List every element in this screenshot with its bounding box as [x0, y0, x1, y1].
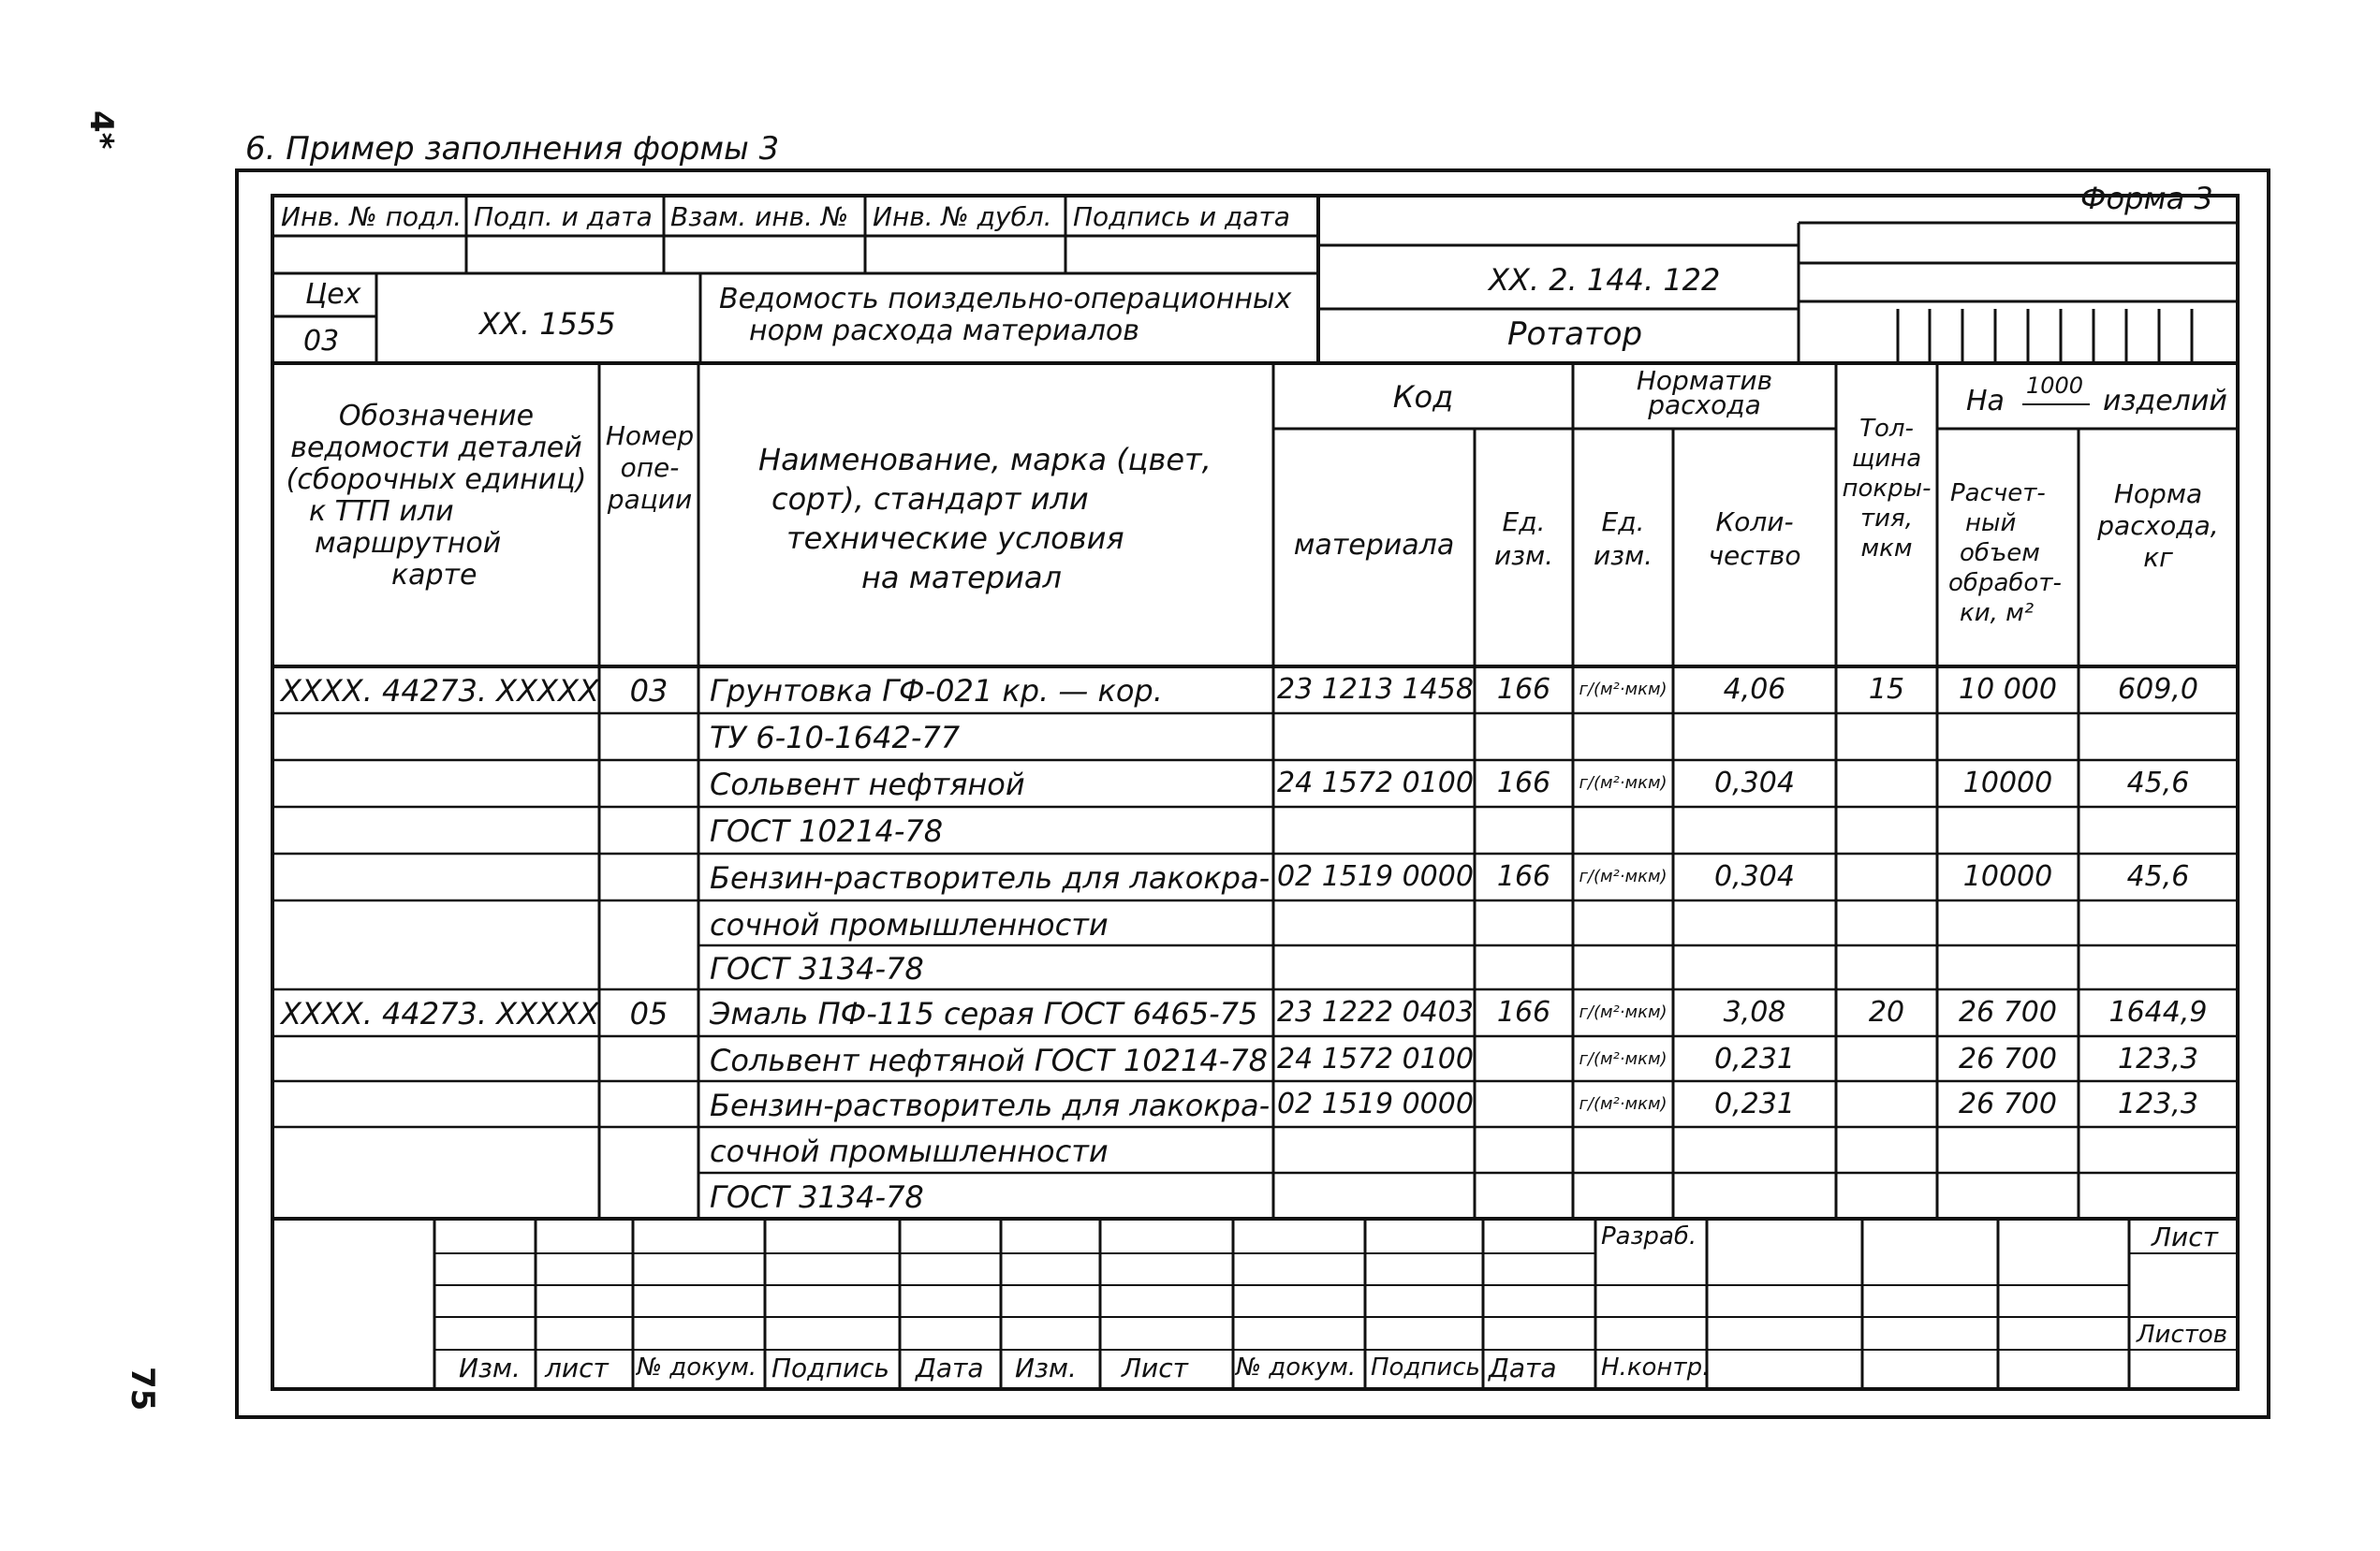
footer-podpis-1: Подпись — [771, 1353, 889, 1383]
row-material-name: сочной промышленности — [710, 907, 1109, 943]
row-thickness: 20 — [1868, 996, 1905, 1029]
header-podpis-data: Подпись и дата — [1073, 201, 1290, 232]
row-material-name: ГОСТ 10214-78 — [710, 813, 944, 849]
col-norm-group: Норматив расхода — [1636, 365, 1773, 420]
footer-izm-1: Изм. — [459, 1353, 521, 1383]
footer-ndok-2: № докум. — [1236, 1353, 1357, 1382]
tsekh-value: 03 — [303, 325, 340, 358]
page-number: 75 — [124, 1367, 161, 1412]
col-norm-kg: Норма расхода, кг — [2097, 478, 2219, 573]
per-count: 1000 — [2026, 373, 2084, 399]
footer-nkontr: Н.контр. — [1601, 1353, 1711, 1382]
row-material-code: 24 1572 0100 — [1277, 1043, 1474, 1075]
row-operation: 03 — [629, 673, 668, 709]
row-norm-qty: 0,304 — [1714, 860, 1795, 893]
doc-number: XX. 2. 144. 122 — [1489, 262, 1721, 298]
footer-data-2: Дата — [1489, 1353, 1557, 1383]
code-value: XX. 1555 — [479, 306, 616, 342]
col-designation-header: Обозначение ведомости деталей (сборочных единиц) к ТТП или маршрутной карте — [286, 400, 587, 592]
row-material-name: ТУ 6-10-1642-77 — [710, 720, 961, 755]
row-norm-kg: 1644,9 — [2108, 996, 2208, 1029]
row-material-code: 23 1222 0403 — [1277, 996, 1474, 1029]
row-norm-unit: г/(м²·мкм) — [1579, 1049, 1667, 1069]
row-designation: XXXX. 44273. XXXXX — [281, 673, 599, 709]
footer-list-label: Лист — [2152, 1222, 2218, 1252]
row-material-name: Сольвент нефтяной ГОСТ 10214-78 — [710, 1043, 1268, 1078]
row-norm-kg: 123,3 — [2118, 1088, 2198, 1120]
col-code-group: Код — [1392, 379, 1454, 415]
form-label: Форма 3 — [2080, 181, 2213, 216]
row-norm-kg: 609,0 — [2118, 673, 2198, 706]
per-suffix: изделий — [2103, 385, 2227, 417]
row-designation: XXXX. 44273. XXXXX — [281, 996, 599, 1032]
row-material-name: Эмаль ПФ-115 серая ГОСТ 6465-75 — [710, 996, 1258, 1032]
row-norm-qty: 4,06 — [1723, 673, 1786, 706]
row-calc-volume: 10000 — [1962, 860, 2053, 893]
row-calc-volume: 26 700 — [1959, 1043, 2057, 1075]
col-operation-header: Номер опе- рации — [605, 420, 695, 515]
row-code-unit: 166 — [1496, 767, 1551, 799]
row-norm-unit: г/(м²·мкм) — [1579, 867, 1667, 886]
col-thickness: Тол- щина покры- тия, мкм — [1842, 415, 1932, 563]
row-norm-unit: г/(м²·мкм) — [1579, 1002, 1667, 1022]
row-code-unit: 166 — [1496, 673, 1551, 706]
row-material-name: ГОСТ 3134-78 — [710, 951, 924, 987]
footer-list-1: лист — [545, 1353, 609, 1383]
row-code-unit: 166 — [1496, 996, 1551, 1029]
header-inv-podl: Инв. № подл. — [281, 201, 463, 232]
row-norm-unit: г/(м²·мкм) — [1579, 680, 1667, 699]
row-material-name: сочной промышленности — [710, 1134, 1109, 1169]
product-name: Ротатор — [1507, 315, 1643, 353]
doc-title-line1: Ведомость поиздельно-операционных — [719, 283, 1292, 315]
row-material-code: 24 1572 0100 — [1277, 767, 1474, 799]
row-norm-kg: 45,6 — [2126, 767, 2190, 799]
row-calc-volume: 10000 — [1962, 767, 2053, 799]
row-calc-volume: 10 000 — [1959, 673, 2057, 706]
row-material-code: 23 1213 1458 — [1277, 673, 1474, 706]
footer-podpis-2: Подпись — [1371, 1353, 1480, 1382]
col-calc-volume: Расчет- ный объем обработ- ки, м² — [1948, 479, 2062, 627]
footer-ndok-1: № докум. — [637, 1353, 757, 1382]
footer-listov-label: Листов — [2137, 1321, 2228, 1349]
row-material-code: 02 1519 0000 — [1277, 860, 1474, 893]
tsekh-label: Цех — [305, 278, 361, 311]
col-code-unit: Ед. изм. — [1493, 506, 1554, 571]
row-thickness: 15 — [1868, 673, 1905, 706]
header-inv-dubl: Инв. № дубл. — [873, 201, 1052, 232]
header-podp-data: Подп. и дата — [474, 201, 653, 232]
caption: 6. Пример заполнения формы 3 — [245, 130, 780, 168]
row-norm-qty: 0,304 — [1714, 767, 1795, 799]
row-material-name: Сольвент нефтяной — [710, 767, 1025, 802]
row-norm-qty: 0,231 — [1714, 1088, 1795, 1120]
footer-data-1: Дата — [916, 1353, 984, 1383]
footer-izm-2: Изм. — [1015, 1353, 1077, 1383]
row-material-name: Бензин-растворитель для лакокра- — [710, 1088, 1271, 1123]
footer-list-2: Лист — [1122, 1353, 1188, 1383]
row-norm-unit: г/(м²·мкм) — [1579, 1094, 1667, 1114]
row-material-name: Грунтовка ГФ-021 кр. — кор. — [710, 673, 1163, 709]
header-vzam-inv: Взам. инв. № — [670, 201, 849, 232]
row-norm-qty: 0,231 — [1714, 1043, 1795, 1075]
row-norm-unit: г/(м²·мкм) — [1579, 773, 1667, 793]
row-material-code: 02 1519 0000 — [1277, 1088, 1474, 1120]
row-operation: 05 — [629, 996, 668, 1032]
sheet-mark: 4* — [82, 110, 120, 150]
row-material-name: Бензин-растворитель для лакокра- — [710, 860, 1271, 896]
row-norm-kg: 123,3 — [2118, 1043, 2198, 1075]
row-code-unit: 166 — [1496, 860, 1551, 893]
doc-title-line2: норм расхода материалов — [749, 315, 1139, 347]
row-norm-qty: 3,08 — [1723, 996, 1786, 1029]
col-name-header: Наименование, марка (цвет, сорт), стандарт или технические условия на материал — [758, 442, 1212, 595]
col-norm-unit: Ед. изм. — [1593, 506, 1653, 571]
col-norm-qty: Коли- чество — [1708, 506, 1801, 571]
row-calc-volume: 26 700 — [1959, 996, 2057, 1029]
per-prefix: На — [1966, 385, 2005, 417]
row-material-name: ГОСТ 3134-78 — [710, 1179, 924, 1215]
row-calc-volume: 26 700 — [1959, 1088, 2057, 1120]
row-norm-kg: 45,6 — [2126, 860, 2190, 893]
footer-razrab: Разраб. — [1601, 1222, 1697, 1251]
col-code-material: материала — [1293, 529, 1455, 562]
